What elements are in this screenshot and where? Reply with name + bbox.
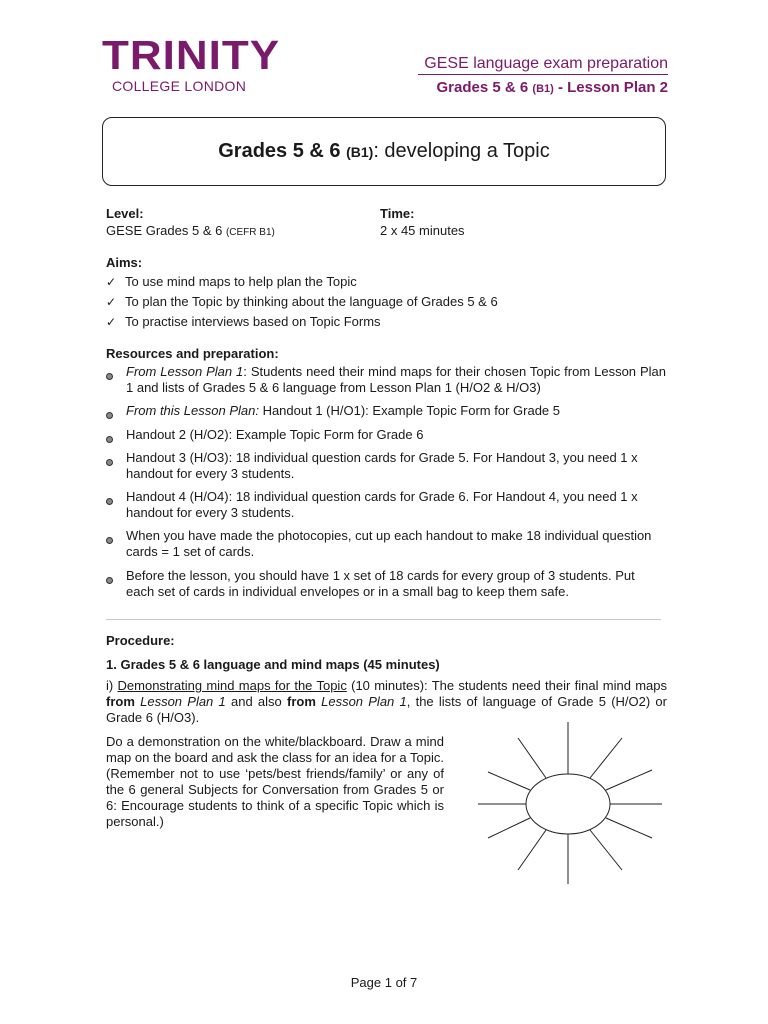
procedure-paragraph-2: Do a demonstration on the white/blackboard. Draw a mind map on the board and ask the class for an idea for a Topic. (Remember not to use ‘pets/best friends/family’ or any of the 6 general Subjects for Conversation from Grades 5 or 6: Encourage students to think of a specific Topic which is personal.) xyxy=(106,734,444,829)
plan-small: (B1) xyxy=(532,83,554,95)
mind-map-spoke xyxy=(518,738,546,778)
title-small: (B1) xyxy=(346,144,374,160)
resources-label: Resources and preparation: xyxy=(106,346,279,361)
aim-text: To use mind maps to help plan the Topic xyxy=(125,274,357,289)
resource-text: Handout 4 (H/O4): 18 individual question cards for Grade 6. For Handout 4, you need 1 x handout for every 3 students. xyxy=(126,489,638,520)
resource-item xyxy=(106,528,666,560)
level-note: (CEFR B1) xyxy=(225,227,275,238)
p1-c: , the lists of language of Grade 5 (H/O2) or Grade 6 (H/O3). xyxy=(106,694,667,725)
aim-item xyxy=(106,314,666,334)
resource-item xyxy=(106,364,666,396)
level-value-text: GESE Grades 5 & 6 xyxy=(106,223,226,238)
time-value: 2 x 45 minutes xyxy=(380,223,465,238)
p1-b: and also xyxy=(225,694,287,709)
p1-from-1: from xyxy=(106,694,135,709)
level-label: Level: xyxy=(106,206,144,221)
p1-lesson-plan-1a: Lesson Plan 1 xyxy=(134,694,226,709)
mind-map-spoke xyxy=(606,770,652,790)
p1-prefix: i) xyxy=(106,678,118,693)
mind-map-spoke xyxy=(590,738,622,778)
p1-lesson-plan-1b: Lesson Plan 1 xyxy=(315,694,407,709)
level-value xyxy=(106,223,275,241)
resource-text xyxy=(126,364,666,396)
section-1-heading: 1. Grades 5 & 6 language and mind maps (45 minutes) xyxy=(106,657,440,672)
resource-text: Handout 2 (H/O2): Example Topic Form for Grade 6 xyxy=(126,427,424,442)
bullet-icon xyxy=(106,450,126,482)
resource-italic: From this Lesson Plan: xyxy=(126,403,259,418)
title-bold: Grades 5 & 6 xyxy=(218,140,347,162)
page-title xyxy=(218,140,550,163)
resource-italic: From Lesson Plan 1 xyxy=(126,364,244,379)
resource-rest: Handout 1 (H/O1): Example Topic Form for Grade 5 xyxy=(258,403,561,418)
mind-map-spoke xyxy=(518,830,546,870)
check-icon: ✓ xyxy=(106,295,117,309)
resource-item xyxy=(106,450,666,482)
resource-rest: : Students need their mind maps for their chosen Topic from Lesson Plan 1 and lists of Grades 5 & 6 language from Lesson Plan 1 (H/O2 & H/O3) xyxy=(126,364,666,395)
page-number: Page 1 of 7 xyxy=(350,975,418,990)
p1-a: (10 minutes): The students need their final mind maps xyxy=(346,678,668,693)
mind-map-spoke xyxy=(488,772,530,790)
bullet-icon xyxy=(106,427,126,447)
mind-map-center-ellipse xyxy=(526,774,610,834)
aim-item xyxy=(106,294,666,314)
aims-list xyxy=(106,274,666,334)
resource-item xyxy=(106,403,666,423)
procedure-label: Procedure: xyxy=(106,633,175,648)
check-icon: ✓ xyxy=(106,275,117,289)
series-title: GESE language exam preparation xyxy=(418,55,668,75)
resource-item xyxy=(106,427,666,447)
lesson-plan-heading xyxy=(437,79,668,96)
aim-text: To practise interviews based on Topic Forms xyxy=(125,314,381,329)
resource-item xyxy=(106,489,666,521)
resource-item xyxy=(106,568,666,600)
plan-prefix: Grades 5 & 6 xyxy=(436,79,533,96)
bullet-icon xyxy=(106,568,126,600)
time-label: Time: xyxy=(380,206,415,221)
resource-text: Before the lesson, you should have 1 x set of 18 cards for every group of 3 students. Put each set of cards in individual envelopes or in a small bag to keep them safe. xyxy=(126,568,635,599)
aim-text: To plan the Topic by thinking about the language of Grades 5 & 6 xyxy=(125,294,498,309)
bullet-icon xyxy=(106,489,126,521)
trinity-logo: TRINITY xyxy=(102,33,281,79)
aims-label: Aims: xyxy=(106,255,143,270)
title-box xyxy=(102,117,666,186)
resource-text xyxy=(126,403,666,423)
mind-map-diagram xyxy=(474,720,674,888)
mind-map-spoke xyxy=(590,830,622,870)
p1-from-2: from xyxy=(286,694,316,709)
mind-map-spoke xyxy=(606,818,652,838)
plan-suffix: - Lesson Plan 2 xyxy=(553,79,668,96)
section-divider xyxy=(106,619,661,620)
college-london-logo-text: COLLEGE LONDON xyxy=(112,78,247,94)
check-icon: ✓ xyxy=(106,315,117,329)
bullet-icon xyxy=(106,403,126,423)
mind-map-spoke xyxy=(488,818,530,838)
resource-text: When you have made the photocopies, cut up each handout to make 18 individual question cards = 1 set of cards. xyxy=(126,528,652,559)
aim-item xyxy=(106,274,666,294)
p1-underline: Demonstrating mind maps for the Topic xyxy=(117,678,347,693)
bullet-icon xyxy=(106,364,126,396)
procedure-paragraph-1 xyxy=(106,678,667,726)
resource-text: Handout 3 (H/O3): 18 individual question cards for Grade 5. For Handout 3, you need 1 x handout for every 3 students. xyxy=(126,450,638,481)
title-rest: : developing a Topic xyxy=(373,140,550,162)
bullet-icon xyxy=(106,528,126,560)
